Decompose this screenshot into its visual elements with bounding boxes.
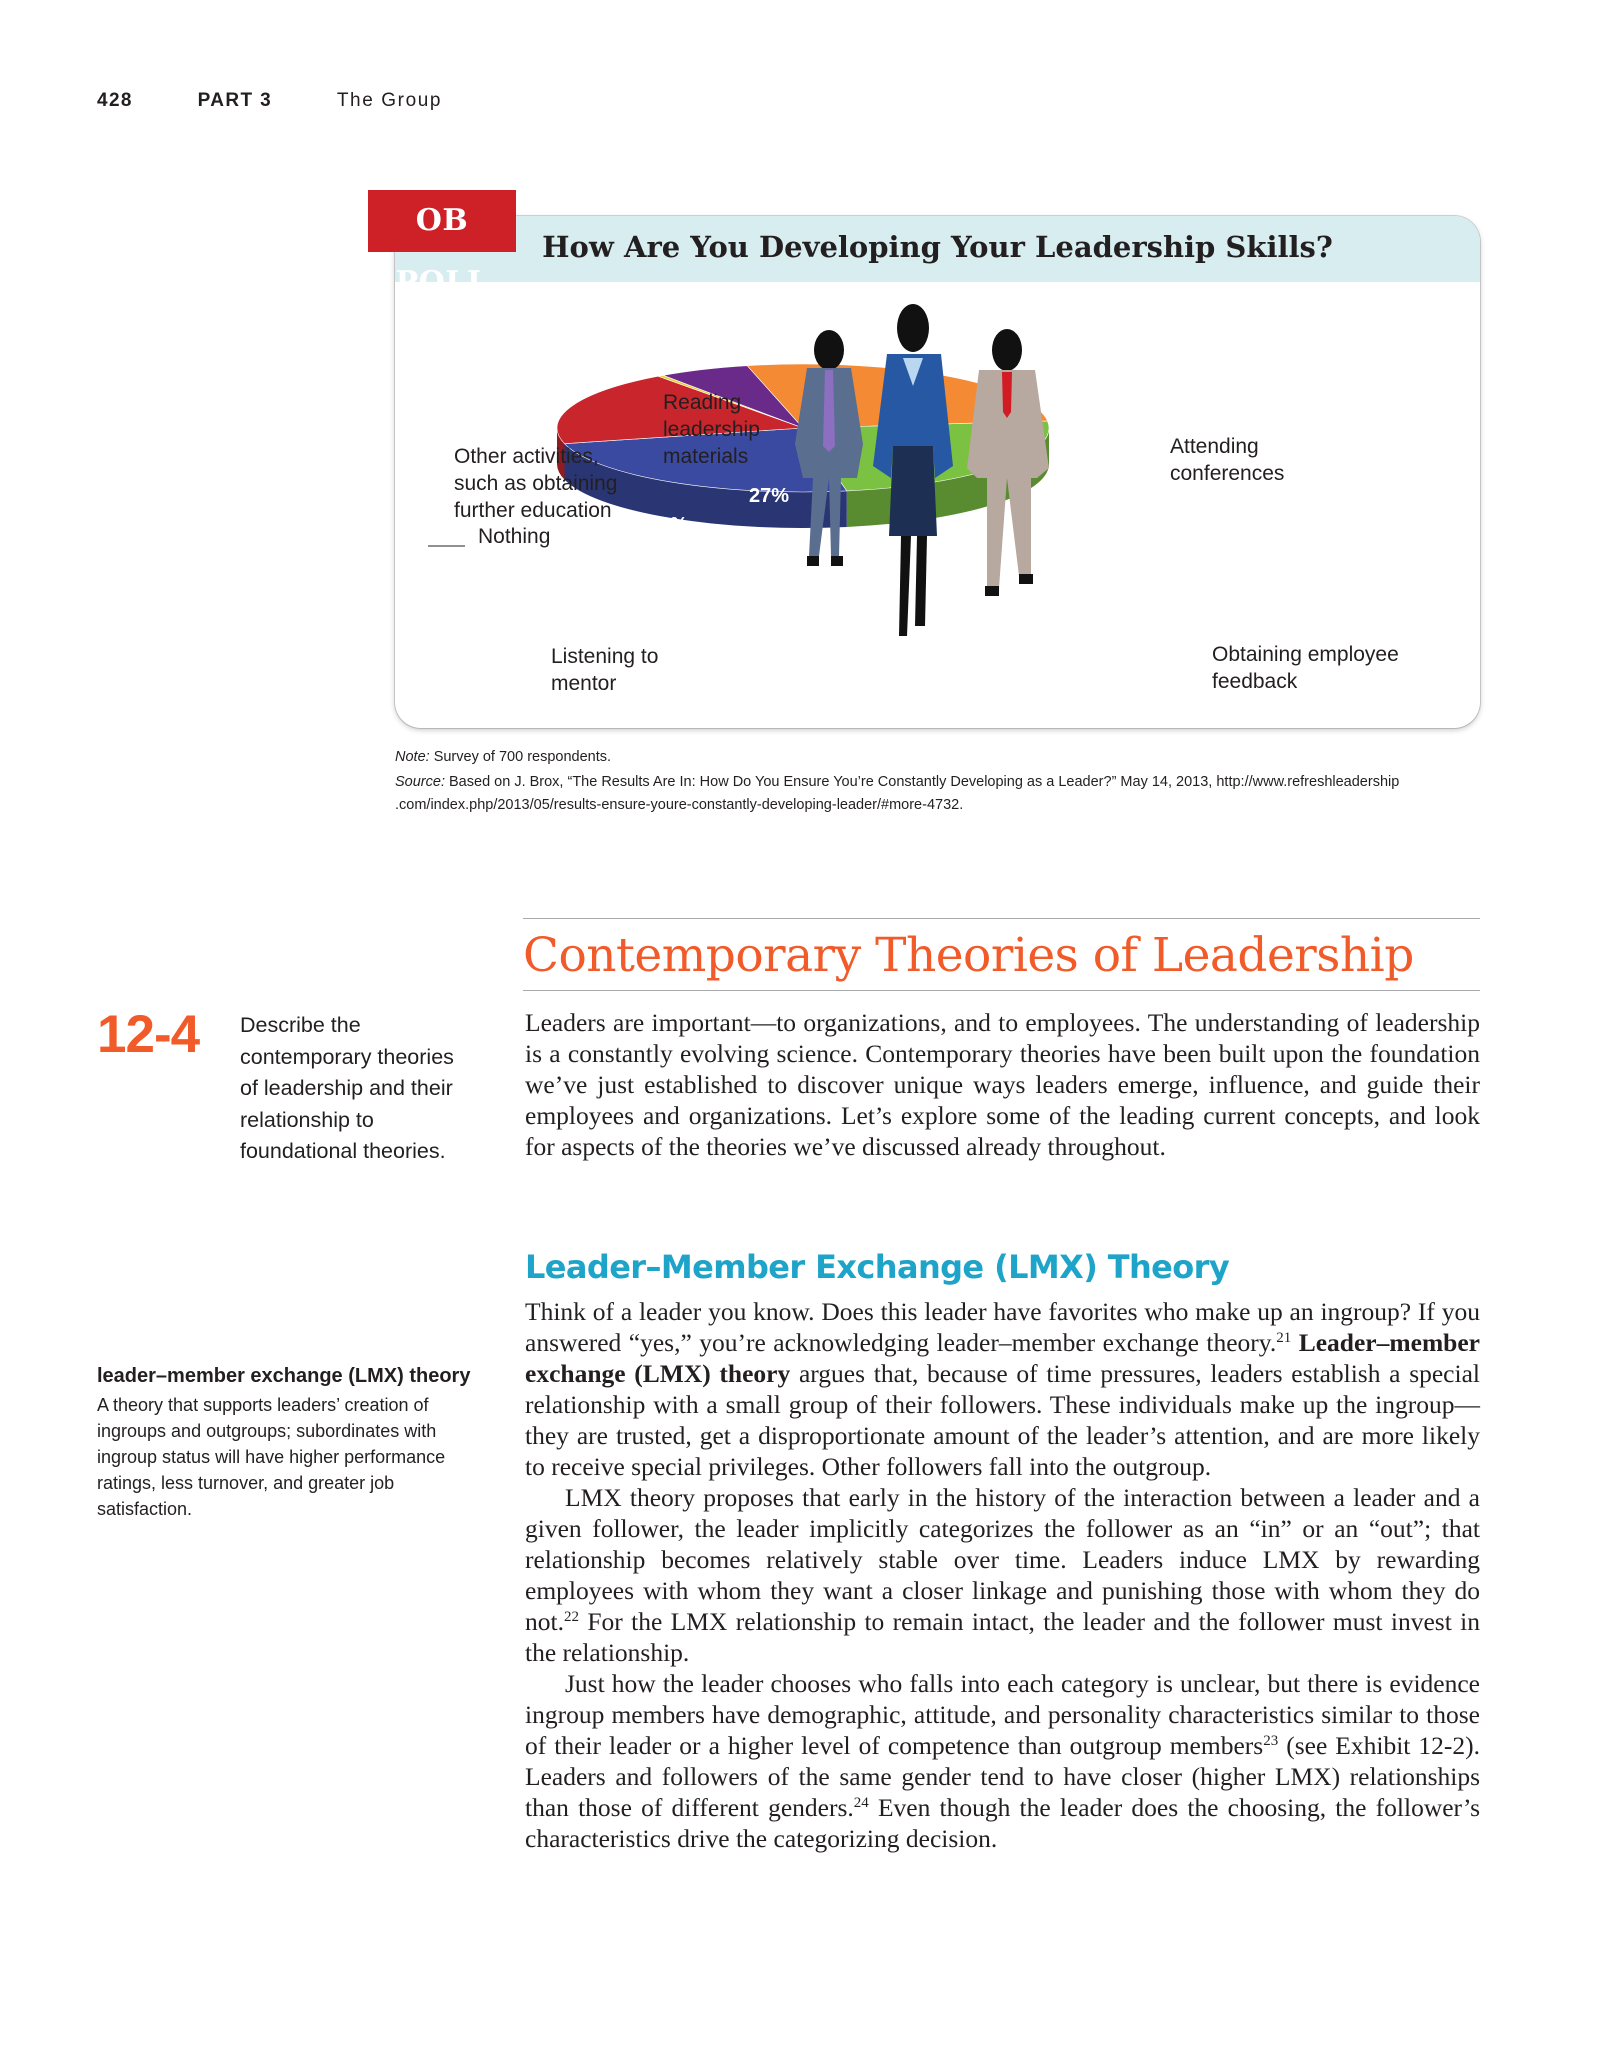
section-title: Contemporary Theories of Leadership	[523, 928, 1414, 983]
walking-people-illustration	[795, 304, 1049, 636]
note-text: Survey of 700 respondents.	[429, 749, 612, 765]
footnote-23: 23	[1263, 1733, 1279, 1749]
pct-mentor: 19%	[714, 597, 755, 619]
p3-text-c: Even though the leader does the choosing, the follower’s characteristics drive the categorizing decision.	[525, 1793, 1480, 1853]
lmx-paragraph-3	[525, 1668, 1480, 1854]
person-right-silhouette	[967, 329, 1049, 596]
section-rule-bottom	[523, 990, 1480, 991]
p2-text-a: LMX theory proposes that early in the history of the interaction between a leader and a given follower, the leader implicitly categorizes the follower as an “in” or an “out”; that relationship becomes relatively stable over time. Leaders induce LMX by rewarding employees with whom they want a closer linkage and punishing those with whom they do not.	[525, 1483, 1480, 1636]
page-number: 428	[97, 90, 133, 111]
poll-source	[395, 771, 1485, 817]
p2-text-b: For the LMX relationship to remain intact, the leader and the follower must invest in the relationship.	[525, 1607, 1480, 1667]
label-nothing: Nothing	[478, 525, 551, 548]
p3-text-a: Just how the leader chooses who falls into each category is unclear, but there is evidence ingroup members have demographic, attitude, and personality characteristics similar to those of their leader or a higher level of competence than outgroup members	[525, 1669, 1480, 1760]
footnote-21: 21	[1276, 1330, 1292, 1346]
intro-text: Leaders are important—to organizations, and to employees. The understanding of leadership is a constantly evolving science. Contemporary theories have been built upon the foundation we’ve just established to discover unique ways leaders emerge, influence, and guide their employees and organizations. Let’s explore some of the leading current concepts, and look for aspects of the theories we’ve discussed already throughout.	[525, 1008, 1480, 1161]
section-rule-top	[523, 918, 1480, 919]
poll-note	[395, 746, 1485, 769]
lmx-paragraph-2	[525, 1482, 1480, 1668]
pct-other: 6%	[659, 514, 688, 536]
p1-text-b: argues that, because of time pressures, leaders establish a special relationship with a small group of their followers. These individuals make up the ingroup—they are trusted, get a disproportionate amount of the leader’s attention, and are more likely to receive special privileges. Other followers fall into the outgroup.	[525, 1359, 1480, 1481]
part-label: PART 3	[197, 90, 273, 111]
pct-feedback: 24%	[1094, 597, 1135, 619]
pct-reading: 27%	[749, 485, 790, 507]
label-employee-feedback: Obtaining employee feedback	[1212, 643, 1399, 693]
ob-poll-badge: OB POLL	[368, 190, 516, 252]
footnote-24: 24	[853, 1795, 869, 1811]
glossary-definition: A theory that supports leaders’ creation of ingroups and outgroups; subordinates with ingroup status will have higher performance ratings, less turnover, and greater job satisfaction.	[97, 1395, 446, 1519]
running-header	[97, 90, 500, 112]
pct-conferences: 24%	[1115, 502, 1156, 524]
part-title: The Group	[336, 90, 443, 111]
label-attending-conferences: Attending conferences	[1170, 435, 1285, 485]
p1-text-a: Think of a leader you know. Does this leader have favorites who make up an ingroup? If you answered “yes,” you’re acknowledging leader–member exchange theory.	[525, 1297, 1480, 1357]
learning-objective-number: 12-4	[97, 1005, 200, 1064]
source-text: Based on J. Brox, “The Results Are In: How Do You Ensure You’re Constantly Developing as a Leader?” May 14, 2013, http://www.refreshleadership .com/index.php/2013/05/results-ensure-youre-constantly-developing-leader/#more-4732.	[395, 774, 1400, 813]
label-reading-materials-text: Reading leadership materials	[663, 391, 760, 468]
poll-title: How Are You Developing Your Leadership Skills?	[542, 230, 1333, 264]
source-label: Source:	[395, 774, 445, 790]
glossary-term: leader–member exchange (LMX) theory	[97, 1365, 471, 1387]
note-label: Note:	[395, 749, 430, 765]
p3-text-b: (see Exhibit 12-2). Leaders and followers of the same gender tend to have closer (higher LMX) relationships than those of different genders.	[525, 1731, 1480, 1822]
lmx-paragraph-1	[525, 1296, 1480, 1482]
label-reading-materials	[663, 389, 783, 470]
label-listening-mentor: Listening to mentor	[551, 645, 659, 695]
learning-objective-text: Describe the contemporary theories of leadership and their relationship to foundational theories.	[240, 1013, 454, 1163]
person-center-silhouette	[873, 304, 953, 636]
footnote-22: 22	[563, 1609, 579, 1625]
lmx-body	[525, 1296, 1480, 1854]
intro-paragraph	[525, 1007, 1480, 1162]
lmx-key-term: Leader–member exchange (LMX) theory	[525, 1328, 1480, 1388]
lmx-heading: Leader–Member Exchange (LMX) Theory	[525, 1248, 1230, 1286]
label-other-activities: Other activities, such as obtaining further education	[454, 445, 618, 522]
